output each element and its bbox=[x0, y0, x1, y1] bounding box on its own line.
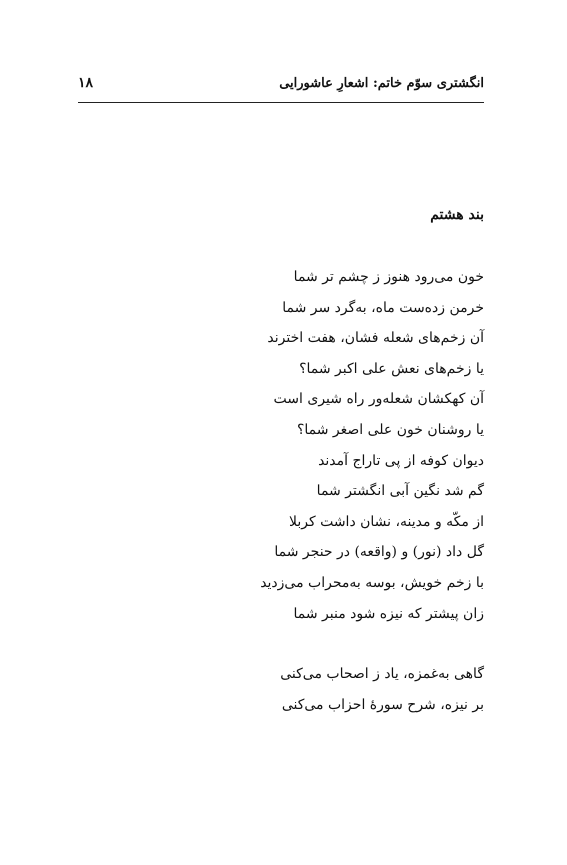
verse-line: گاهی به‌غمزه، یاد ز اصحاب می‌کنی bbox=[280, 666, 484, 682]
verse-line: خون می‌رود هنوز ز چشم تر شما bbox=[293, 269, 484, 285]
verse-line: آن زخم‌های شعله فشان، هفت اخترند bbox=[267, 330, 484, 347]
section-title: بند هشتم bbox=[430, 207, 484, 223]
verse-line: با زخم خویش، بوسه به‌محراب می‌زدید bbox=[260, 574, 484, 591]
verse-line: گل داد (نور) و (واقعه) در حنجر شما bbox=[274, 544, 484, 561]
verse-line: یا روشنان خون علی اصغر شما؟ bbox=[296, 421, 484, 438]
verse-line: زان پیشتر که نیزه شود منبر شما bbox=[293, 605, 484, 622]
verse-line: یا زخم‌های نعش علی اکبر شما؟ bbox=[299, 360, 484, 377]
header-title: انگشتری سوّم خاتم: اشعارِ عاشورایی bbox=[279, 76, 484, 91]
page-number: ۱۸ bbox=[78, 75, 94, 91]
poem-stanza-2 bbox=[280, 659, 484, 720]
verse-line: گم شد نگین آبی انگشتر شما bbox=[316, 483, 484, 500]
verse-line: از مکّه و مدینه، نشان داشت کربلا bbox=[288, 513, 484, 530]
running-header bbox=[78, 72, 484, 103]
verse-line: بر نیزه، شرح سورهٔ احزاب می‌کنی bbox=[281, 696, 484, 713]
verse-line: دیوان کوفه از پی تاراج آمدند bbox=[318, 452, 484, 469]
verse-line: خرمن زده‌ست ماه، به‌گرد سر شما bbox=[282, 299, 484, 316]
poem-stanza-1 bbox=[260, 262, 484, 629]
verse-line: آن کهکشان شعله‌ور راه شیری است bbox=[273, 391, 484, 408]
